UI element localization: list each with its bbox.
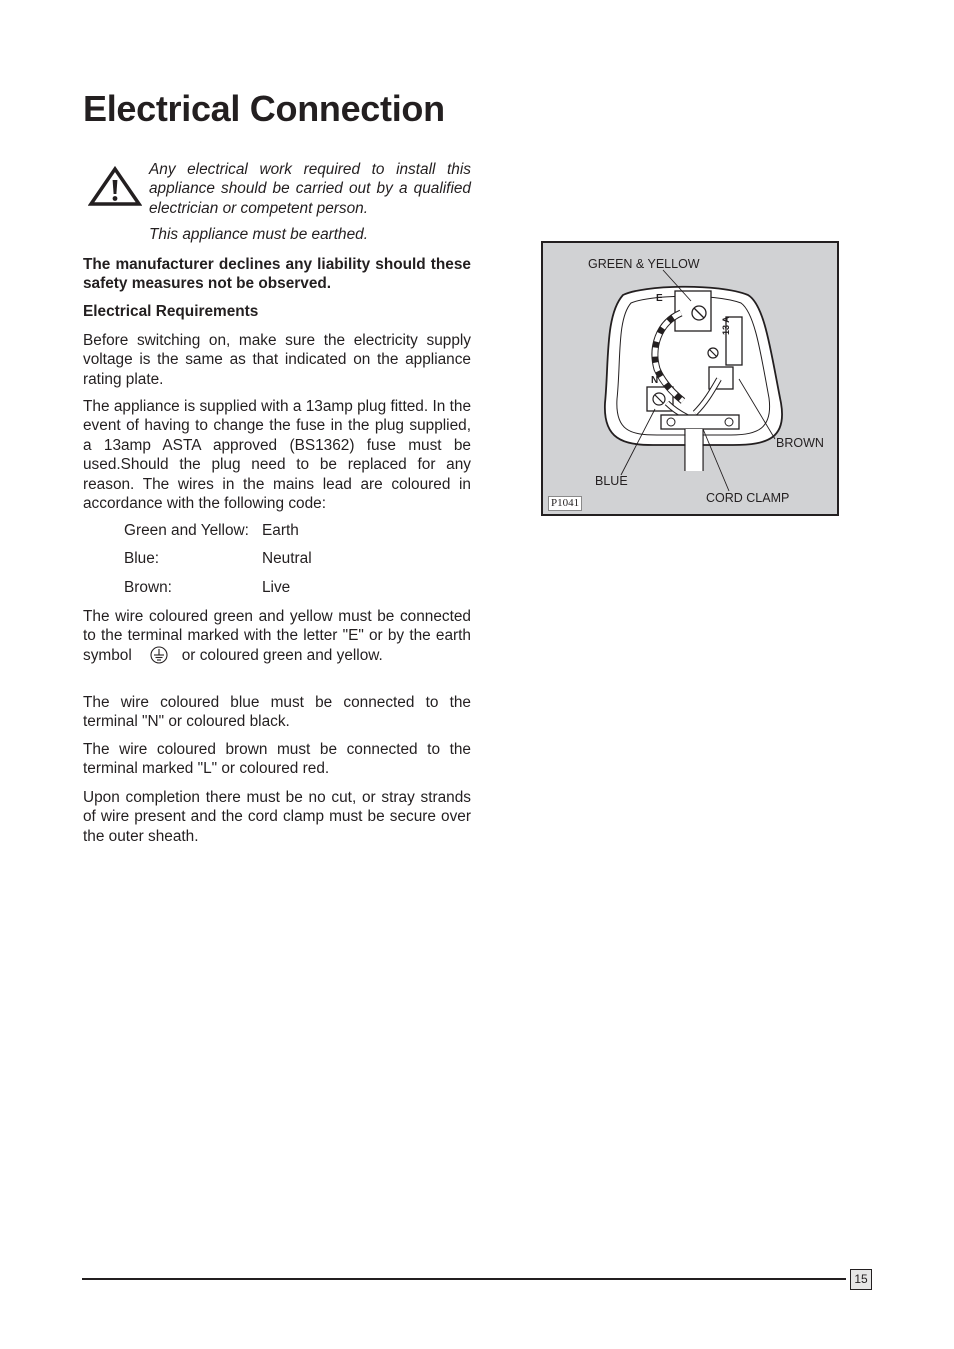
page-number: 15	[850, 1269, 872, 1290]
green-yellow-paragraph: The wire coloured green and yellow must be connected to the terminal marked with the letter "E" or by the earth symbol or coloured green and yellow.	[83, 608, 471, 664]
brown-paragraph: The wire coloured brown must be connected to the terminal marked "L" or coloured red.	[83, 741, 471, 778]
plug-wiring-diagram	[541, 241, 839, 516]
requirements-heading: Electrical Requirements	[83, 303, 259, 320]
blue-label: BLUE	[595, 474, 628, 488]
fuse-rating-label: 13 A	[721, 316, 731, 335]
wire-colour: Brown:	[124, 579, 172, 596]
brown-label: BROWN	[776, 436, 824, 450]
warning-triangle-icon	[88, 166, 142, 208]
wire-colour: Blue:	[124, 550, 160, 567]
wire-code-row	[124, 550, 312, 568]
wire-code-row	[124, 579, 291, 597]
terminal-e-label: E	[656, 293, 663, 304]
blue-paragraph: The wire coloured blue must be connected to the terminal "N" or coloured black.	[83, 694, 471, 731]
voltage-paragraph: Before switching on, make sure the electricity supply voltage is the same as that indicated on the appliance rating plate.	[83, 332, 471, 388]
figure-code: P1041	[548, 496, 582, 511]
green-yellow-label: GREEN & YELLOW	[588, 257, 700, 271]
terminal-n-label: N	[651, 375, 659, 386]
footer-rule	[82, 1278, 846, 1280]
wire-meaning: Neutral	[262, 550, 312, 567]
cord-clamp-label: CORD CLAMP	[706, 491, 790, 505]
wire-meaning: Live	[262, 579, 291, 596]
plug-paragraph: The appliance is supplied with a 13amp plug fitted. In the event of having to change the fuse in the plug supplied, a 13amp ASTA approved (BS1362) fuse must be used.Should the plug need to be replaced for any reason. The wires in the mains lead are coloured in accordance with the following code:	[83, 398, 471, 513]
liability-notice: The manufacturer declines any liability should these safety measures not be observed.	[83, 256, 471, 293]
completion-paragraph: Upon completion there must be no cut, or stray strands of wire present and the cord clamp must be secure over the outer sheath.	[83, 789, 471, 845]
earthed-notice: This appliance must be earthed.	[149, 226, 369, 243]
wire-code-row	[124, 522, 299, 540]
plug-illustration	[543, 243, 837, 514]
page-title: Electrical Connection	[83, 88, 445, 129]
wire-meaning: Earth	[262, 522, 299, 539]
wire-colour: Green and Yellow:	[124, 522, 249, 539]
warning-text: Any electrical work required to install this appliance should be carried out by a qualified electrician or competent person.	[149, 161, 471, 217]
earth-symbol-icon	[150, 646, 168, 664]
